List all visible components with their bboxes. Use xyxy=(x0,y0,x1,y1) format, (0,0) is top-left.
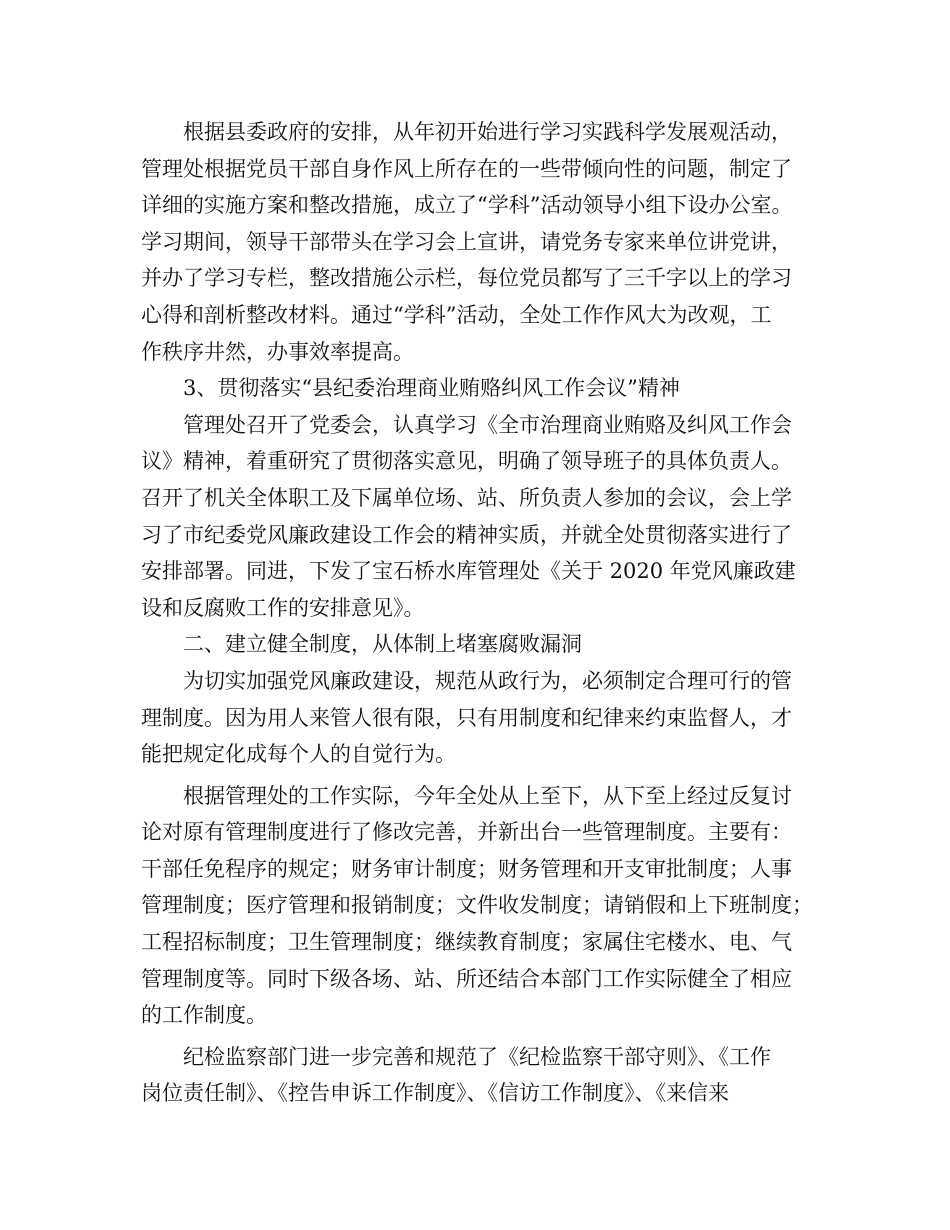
paragraph-line: 安排部署。同进，下发了宝石桥水库管理处《关于 2020 年党风廉政建 xyxy=(141,559,796,584)
paragraph-line: 纪检监察部门进一步完善和规范了《纪检监察干部守则》、《工作 xyxy=(183,1044,771,1069)
paragraph-line: 根据管理处的工作实际，今年全处从上至下，从下至上经过反复讨 xyxy=(183,783,792,808)
paragraph-line: 管理制度等。同时下级各场、站、所还结合本部门工作实际健全了相应 xyxy=(141,966,792,991)
paragraph-line: 管理处召开了党委会，认真学习《全市治理商业贿赂及纠风工作会 xyxy=(183,412,792,437)
paragraph-line: 干部任免程序的规定；财务审计制度；财务管理和开支审批制度；人事 xyxy=(141,856,792,881)
paragraph-line: 并办了学习专栏，整改措施公示栏，每位党员都写了三千字以上的学习 xyxy=(141,266,792,291)
section-heading: 二、建立健全制度，从体制上堵塞腐败漏洞 xyxy=(183,632,582,657)
paragraph-line: 学习期间，领导干部带头在学习会上宣讲，请党务专家来单位讲党讲， xyxy=(141,229,792,254)
paragraph-line: 心得和剖析整改材料。通过“学科”活动，全处工作作风大为改观，工 xyxy=(141,302,772,327)
paragraph-line: 理制度。因为用人来管人很有限，只有用制度和纪律来约束监督人，才 xyxy=(141,705,792,730)
paragraph-line: 管理制度；医疗管理和报销制度；文件收发制度；请销假和上下班制度； xyxy=(141,893,813,918)
paragraph-line: 岗位责任制》、《控告申诉工作制度》、《信访工作制度》、《来信来 xyxy=(141,1081,729,1106)
paragraph-line: 管理处根据党员干部自身作风上所存在的一些带倾向性的问题，制定了 xyxy=(141,156,792,181)
section-heading: 3、贯彻落实“县纪委治理商业贿赂纠风工作会议”精神 xyxy=(183,376,680,401)
paragraph-line: 的工作制度。 xyxy=(141,1003,267,1028)
paragraph-line: 召开了机关全体职工及下属单位场、站、所负责人参加的会议，会上学 xyxy=(141,485,792,510)
paragraph-line: 根据县委政府的安排，从年初开始进行学习实践科学发展观活动， xyxy=(183,120,792,144)
paragraph-line: 议》精神，着重研究了贯彻落实意见，明确了领导班子的具体负责人。 xyxy=(141,449,792,474)
document-body xyxy=(141,114,821,1112)
paragraph-line: 设和反腐败工作的安排意见》。 xyxy=(141,595,425,620)
paragraph-line: 为切实加强党风廉政建设，规范从政行为，必须制定合理可行的管 xyxy=(183,668,792,693)
paragraph-line: 能把规定化成每个人的自觉行为。 xyxy=(141,742,456,767)
paragraph-line: 工程招标制度；卫生管理制度；继续教育制度；家属住宅楼水、电、气 xyxy=(141,930,792,955)
paragraph-line: 论对原有管理制度进行了修改完善，并新出台一些管理制度。主要有： xyxy=(141,820,792,845)
paragraph-line: 作秩序井然，办事效率提高。 xyxy=(141,339,414,364)
paragraph-line: 详细的实施方案和整改措施，成立了“学科”活动领导小组下设办公室。 xyxy=(141,193,793,218)
paragraph-line: 习了市纪委党风廉政建设工作会的精神实质，并就全处贯彻落实进行了 xyxy=(141,522,792,547)
